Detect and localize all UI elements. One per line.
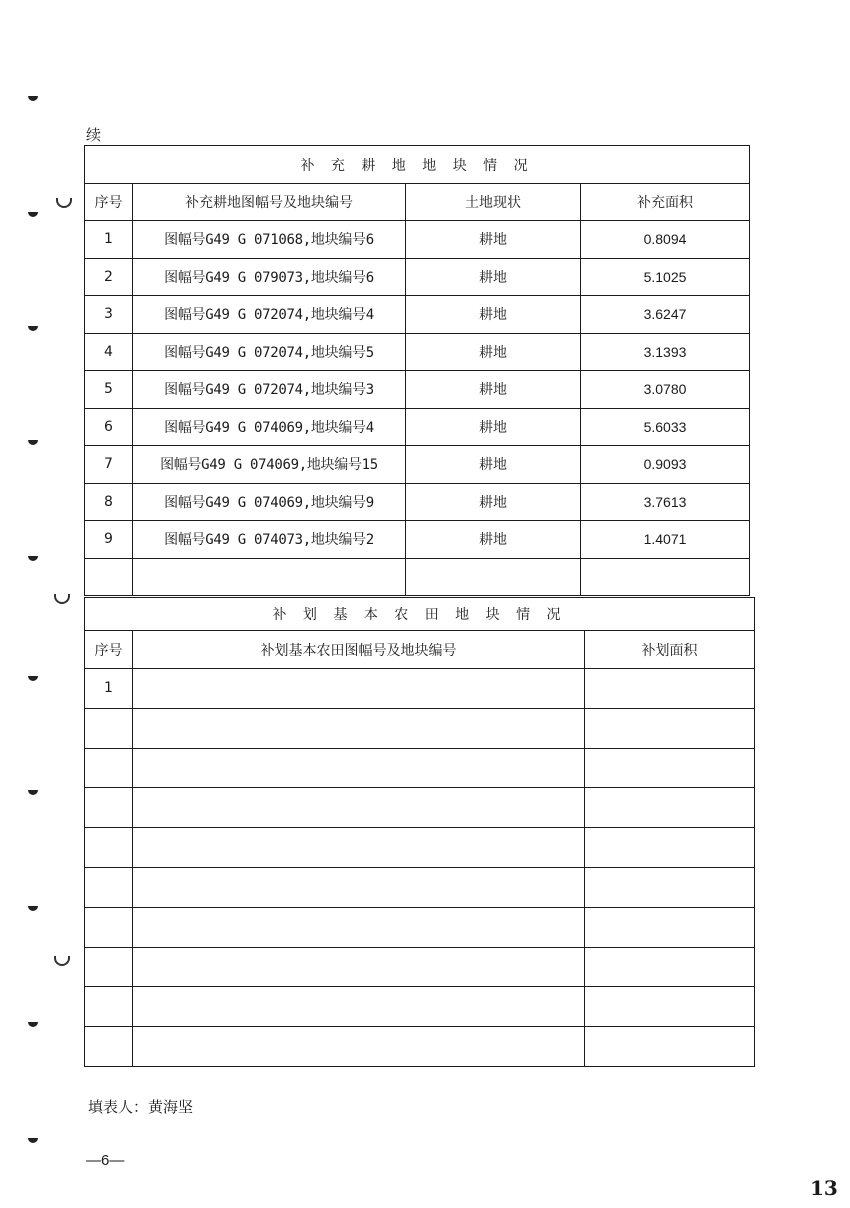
- land-status: 耕地: [406, 221, 581, 259]
- corner-page-number: 13: [810, 1176, 838, 1200]
- table-row: [85, 296, 750, 334]
- land-status: 耕地: [406, 446, 581, 484]
- area-value: 5.1025: [581, 258, 750, 296]
- table-row: [85, 907, 755, 947]
- row-number: [85, 828, 133, 868]
- plot-id: [133, 947, 585, 987]
- plot-id: [133, 748, 585, 788]
- area-value: [585, 867, 755, 907]
- area-value: [585, 987, 755, 1027]
- plot-id: 图幅号G49 G 074069,地块编号4: [133, 408, 406, 446]
- table-row: [85, 446, 750, 484]
- table-row: [85, 828, 755, 868]
- land-status: 耕地: [406, 408, 581, 446]
- area-value: [585, 708, 755, 748]
- binder-mark: [28, 96, 38, 101]
- table-row: [85, 333, 750, 371]
- row-number: [85, 947, 133, 987]
- row-number: [85, 1027, 133, 1067]
- table-row: [85, 408, 750, 446]
- binder-mark: [28, 676, 38, 681]
- row-number: 8: [85, 483, 133, 521]
- binder-mark: [28, 790, 38, 795]
- row-number: 4: [85, 333, 133, 371]
- row-number: 9: [85, 521, 133, 559]
- section-title: 补 划 基 本 农 田 地 块 情 况: [85, 598, 755, 631]
- col-header-no: 序号: [85, 184, 133, 221]
- plot-id: 图幅号G49 G 074069,地块编号9: [133, 483, 406, 521]
- section-title: 补 充 耕 地 地 块 情 况: [85, 146, 750, 184]
- plot-id: 图幅号G49 G 071068,地块编号6: [133, 221, 406, 259]
- plot-id: [133, 788, 585, 828]
- binder-mark: [54, 594, 70, 604]
- col-header-area: 补充面积: [581, 184, 750, 221]
- land-status: 耕地: [406, 258, 581, 296]
- table-row: [85, 258, 750, 296]
- table-row: [85, 221, 750, 259]
- row-number: 3: [85, 296, 133, 334]
- area-value: [585, 828, 755, 868]
- col-header-plot: 补充耕地图幅号及地块编号: [133, 184, 406, 221]
- table-row: [85, 371, 750, 409]
- land-status: 耕地: [406, 521, 581, 559]
- area-value: [585, 669, 755, 709]
- area-value: 5.6033: [581, 408, 750, 446]
- row-number: 2: [85, 258, 133, 296]
- area-value: [585, 907, 755, 947]
- table-row: [85, 558, 750, 596]
- land-status: 耕地: [406, 483, 581, 521]
- form-filler: 填表人：黄海坚: [88, 1098, 194, 1116]
- plot-id: [133, 907, 585, 947]
- binder-mark: [54, 956, 70, 966]
- table-row: [85, 483, 750, 521]
- area-value: [585, 1027, 755, 1067]
- land-status: 耕地: [406, 333, 581, 371]
- continuation-label: 续: [86, 126, 102, 144]
- plot-id: [133, 867, 585, 907]
- table-row: [85, 669, 755, 709]
- plot-id: 图幅号G49 G 072074,地块编号5: [133, 333, 406, 371]
- plot-id: [133, 708, 585, 748]
- binder-mark: [28, 440, 38, 445]
- land-status: 耕地: [406, 371, 581, 409]
- binder-mark: [28, 326, 38, 331]
- area-value: 1.4071: [581, 521, 750, 559]
- table-row: [85, 987, 755, 1027]
- area-value: 0.8094: [581, 221, 750, 259]
- area-value: [581, 558, 750, 596]
- header-row: [85, 631, 755, 669]
- land-status: [406, 558, 581, 596]
- plot-id: 图幅号G49 G 079073,地块编号6: [133, 258, 406, 296]
- table-row: [85, 708, 755, 748]
- supplementary-farmland-table: [84, 145, 750, 596]
- col-header-plot: 补划基本农田图幅号及地块编号: [133, 631, 585, 669]
- land-status: 耕地: [406, 296, 581, 334]
- plot-id: 图幅号G49 G 074069,地块编号15: [133, 446, 406, 484]
- row-number: [85, 867, 133, 907]
- area-value: 3.0780: [581, 371, 750, 409]
- binder-mark: [28, 1022, 38, 1027]
- col-header-status: 土地现状: [406, 184, 581, 221]
- plot-id: [133, 987, 585, 1027]
- area-value: 3.1393: [581, 333, 750, 371]
- area-value: [585, 947, 755, 987]
- col-header-no: 序号: [85, 631, 133, 669]
- plot-id: 图幅号G49 G 072074,地块编号3: [133, 371, 406, 409]
- table-row: [85, 748, 755, 788]
- row-number: 6: [85, 408, 133, 446]
- area-value: 3.7613: [581, 483, 750, 521]
- binder-mark: [28, 906, 38, 911]
- table-row: [85, 788, 755, 828]
- header-row: [85, 184, 750, 221]
- row-number: [85, 748, 133, 788]
- area-value: [585, 788, 755, 828]
- basic-farmland-table: [84, 597, 755, 1067]
- table-row: [85, 947, 755, 987]
- row-number: 1: [85, 669, 133, 709]
- plot-id: 图幅号G49 G 074073,地块编号2: [133, 521, 406, 559]
- row-number: [85, 788, 133, 828]
- plot-id: [133, 828, 585, 868]
- row-number: [85, 558, 133, 596]
- area-value: 3.6247: [581, 296, 750, 334]
- row-number: [85, 708, 133, 748]
- binder-mark: [56, 198, 72, 208]
- page-number: —6—: [86, 1152, 125, 1169]
- plot-id: 图幅号G49 G 072074,地块编号4: [133, 296, 406, 334]
- row-number: [85, 987, 133, 1027]
- row-number: [85, 907, 133, 947]
- binder-mark: [28, 1138, 38, 1143]
- row-number: 1: [85, 221, 133, 259]
- plot-id: [133, 558, 406, 596]
- binder-mark: [28, 212, 38, 217]
- row-number: 7: [85, 446, 133, 484]
- plot-id: [133, 1027, 585, 1067]
- plot-id: [133, 669, 585, 709]
- row-number: 5: [85, 371, 133, 409]
- area-value: [585, 748, 755, 788]
- binder-mark: [28, 556, 38, 561]
- col-header-area: 补划面积: [585, 631, 755, 669]
- table-row: [85, 521, 750, 559]
- table-row: [85, 867, 755, 907]
- table-row: [85, 1027, 755, 1067]
- area-value: 0.9093: [581, 446, 750, 484]
